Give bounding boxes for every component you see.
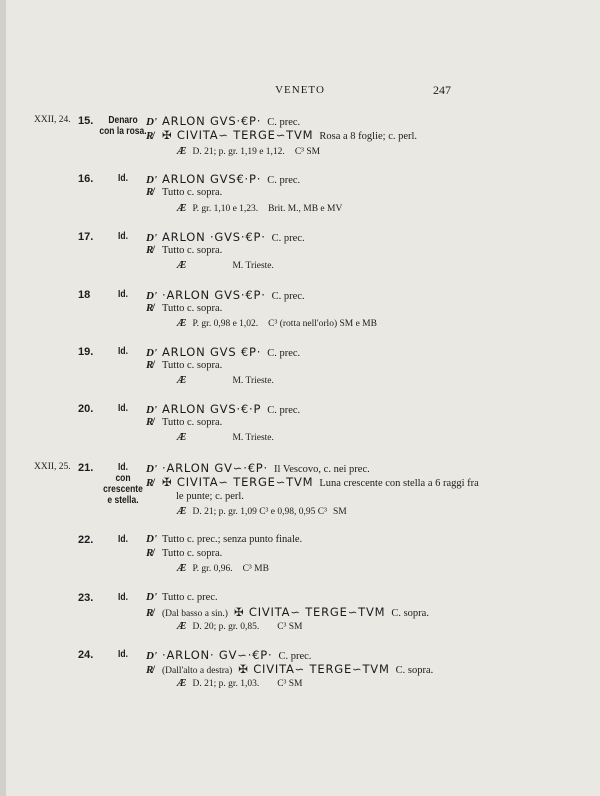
obverse-legend: ·ARLON· GV∽·€P· (162, 648, 273, 662)
obverse-mark: D' (146, 650, 157, 662)
obverse-legend: ARLON GVS·€P· (162, 114, 262, 128)
specimen-details (177, 146, 320, 157)
obverse-mark: D' (146, 174, 157, 186)
obverse-description: C. prec. (271, 233, 305, 244)
denomination: Id. (118, 403, 128, 414)
reverse-description: Tutto c. sopra. (162, 187, 223, 198)
specimen-details (177, 621, 303, 632)
obverse-legend: ARLON ·GVS·€P· (162, 230, 266, 244)
obverse-mark: D' (146, 463, 157, 475)
reverse-mark: R̸ (146, 664, 154, 676)
obverse-mark: D' (146, 347, 157, 359)
denomination: Id. (118, 173, 128, 184)
reverse-line (146, 605, 429, 619)
running-header (0, 84, 600, 102)
specimen-details (177, 375, 274, 386)
page-number: 247 (433, 83, 451, 97)
obverse-legend: ARLON GVS€·P· (162, 172, 262, 186)
obverse-legend: ·ARLON GVS·€P· (162, 288, 266, 302)
obverse-mark: D' (146, 533, 157, 545)
obverse-line (146, 172, 300, 186)
obverse-description: C. prec. (271, 291, 305, 302)
specimen-details (177, 506, 347, 517)
metal-symbol: Æ (177, 203, 187, 214)
obverse-line (146, 288, 305, 302)
metal-symbol: Æ (177, 318, 187, 329)
reverse-description: Luna crescente con stella a 6 raggi fra (319, 478, 479, 489)
collection: M. Trieste. (232, 261, 274, 271)
denomination: Id. (118, 231, 128, 242)
plate-reference: XXII, 24. (34, 115, 71, 125)
collection: SM (332, 507, 347, 517)
reverse-mark: R̸ (146, 416, 154, 428)
obverse-legend: ARLON GVS·€·P (162, 402, 262, 416)
reverse-mark: R̸ (146, 130, 154, 142)
reverse-orientation: (Dall'alto a destra) (162, 666, 233, 676)
reverse-legend: ✠ CIVITA∽ TERGE∽TVM (162, 128, 314, 142)
metal-symbol: Æ (177, 432, 187, 443)
reverse-legend: ✠ CIVITA∽ TERGE∽TVM (238, 662, 390, 676)
obverse-line (146, 533, 302, 545)
obverse-mark: D' (146, 232, 157, 244)
obverse-description: C. prec. (278, 651, 312, 662)
reverse-description: Tutto c. sopra. (162, 303, 223, 314)
obverse-mark: D' (146, 116, 157, 128)
obverse-line (146, 114, 300, 128)
measurements: P. gr. 1,10 e 1,23. (192, 204, 259, 214)
denomination: Id. (118, 592, 128, 603)
obverse-mark: D' (146, 404, 157, 416)
specimen-details (177, 318, 377, 329)
entry-number: 22. (78, 534, 94, 546)
denomination: Id. (118, 346, 128, 357)
reverse-legend: ✠ CIVITA∽ TERGE∽TVM (162, 475, 314, 489)
reverse-mark: R̸ (146, 359, 154, 371)
reverse-line (146, 128, 417, 142)
denomination: Id. con crescente e stella. (103, 462, 143, 506)
entry-number: 24. (78, 649, 94, 661)
reverse-mark: R̸ (146, 186, 154, 198)
entry-number: 21. (78, 462, 94, 474)
obverse-mark: D' (146, 290, 157, 302)
denomination: Id. (118, 289, 128, 300)
entry-number: 23. (78, 592, 94, 604)
specimen-details (177, 678, 303, 689)
specimen-details (177, 432, 274, 443)
collection: C³ SM (294, 147, 321, 157)
obverse-line (146, 402, 300, 416)
measurements: P. gr. 0,96. (192, 564, 233, 574)
obverse-description: C. prec. (267, 117, 301, 128)
obverse-line (146, 648, 311, 662)
obverse-line (146, 591, 218, 603)
denomination: Id. (118, 649, 128, 660)
obverse-line (146, 345, 300, 359)
collection: C³ MB (242, 564, 269, 574)
metal-symbol: Æ (177, 621, 187, 632)
collection: C³ (rotta nell'orlo) SM e MB (268, 319, 377, 329)
reverse-description: Tutto c. sopra. (162, 245, 223, 256)
collection: M. Trieste. (232, 376, 274, 386)
reverse-line (146, 547, 222, 559)
page-edge-shadow (0, 0, 6, 796)
denomination: Id. (118, 534, 128, 545)
reverse-mark: R̸ (146, 607, 154, 619)
metal-symbol: Æ (177, 260, 187, 271)
specimen-details (177, 260, 274, 271)
reverse-orientation: (Dal basso a sin.) (162, 609, 228, 619)
reverse-description: C. sopra. (391, 608, 429, 619)
reverse-mark: R̸ (146, 302, 154, 314)
reverse-description: Tutto c. sopra. (162, 548, 223, 559)
metal-symbol: Æ (177, 375, 187, 386)
metal-symbol: Æ (177, 678, 187, 689)
collection: C³ SM (277, 622, 303, 632)
denomination: Denaro con la rosa. (99, 115, 147, 137)
reverse-mark: R̸ (146, 477, 154, 489)
measurements: D. 21; p. gr. 1,03. (192, 679, 260, 689)
metal-symbol: Æ (177, 563, 187, 574)
entry-number: 18 (78, 289, 91, 301)
measurements: D. 21; p. gr. 1,09 C³ e 0,98, 0,95 C³ (192, 507, 327, 517)
plate-reference: XXII, 25. (34, 462, 71, 472)
reverse-description: Tutto c. sopra. (162, 360, 223, 371)
collection: C³ SM (277, 679, 303, 689)
reverse-legend: ✠ CIVITA∽ TERGE∽TVM (233, 605, 386, 619)
entry-number: 16. (78, 173, 94, 185)
metal-symbol: Æ (177, 146, 187, 157)
obverse-legend: ARLON GVS €P· (162, 345, 262, 359)
collection: M. Trieste. (232, 433, 274, 443)
reverse-line (146, 359, 222, 371)
obverse-description: Tutto c. prec.; senza punto finale. (162, 534, 303, 545)
metal-symbol: Æ (177, 506, 187, 517)
running-title: VENETO (275, 84, 325, 96)
collection: Brit. M., MB e MV (268, 204, 343, 214)
entry-number: 19. (78, 346, 94, 358)
specimen-details (177, 203, 342, 214)
obverse-description: Il Vescovo, c. nei prec. (274, 464, 370, 475)
reverse-description: C. sopra. (395, 665, 434, 676)
obverse-line (146, 230, 305, 244)
reverse-line (146, 302, 222, 314)
reverse-line (146, 475, 479, 489)
reverse-mark: R̸ (146, 547, 154, 559)
measurements: P. gr. 0,98 e 1,02. (192, 319, 259, 329)
reverse-line (146, 662, 433, 676)
obverse-line (146, 461, 370, 475)
reverse-description: Tutto c. sopra. (162, 417, 223, 428)
reverse-description: Rosa a 8 foglie; c. perl. (319, 131, 418, 142)
specimen-details (177, 563, 269, 574)
obverse-description: C. prec. (267, 405, 301, 416)
obverse-legend: ·ARLON GV∽·€P· (162, 461, 268, 475)
obverse-description: C. prec. (267, 175, 301, 186)
obverse-description: Tutto c. prec. (162, 592, 218, 603)
entry-number: 17. (78, 231, 94, 243)
reverse-continuation: le punte; c. perl. (176, 491, 244, 502)
reverse-mark: R̸ (146, 244, 154, 256)
reverse-line (146, 416, 222, 428)
obverse-mark: D' (146, 591, 157, 603)
reverse-line (146, 186, 222, 198)
obverse-description: C. prec. (267, 348, 301, 359)
entry-number: 20. (78, 403, 94, 415)
entry-number: 15. (78, 115, 94, 127)
reverse-line (146, 244, 222, 256)
measurements: D. 20; p. gr. 0,85. (192, 622, 260, 632)
measurements: D. 21; p. gr. 1,19 e 1,12. (192, 147, 285, 157)
